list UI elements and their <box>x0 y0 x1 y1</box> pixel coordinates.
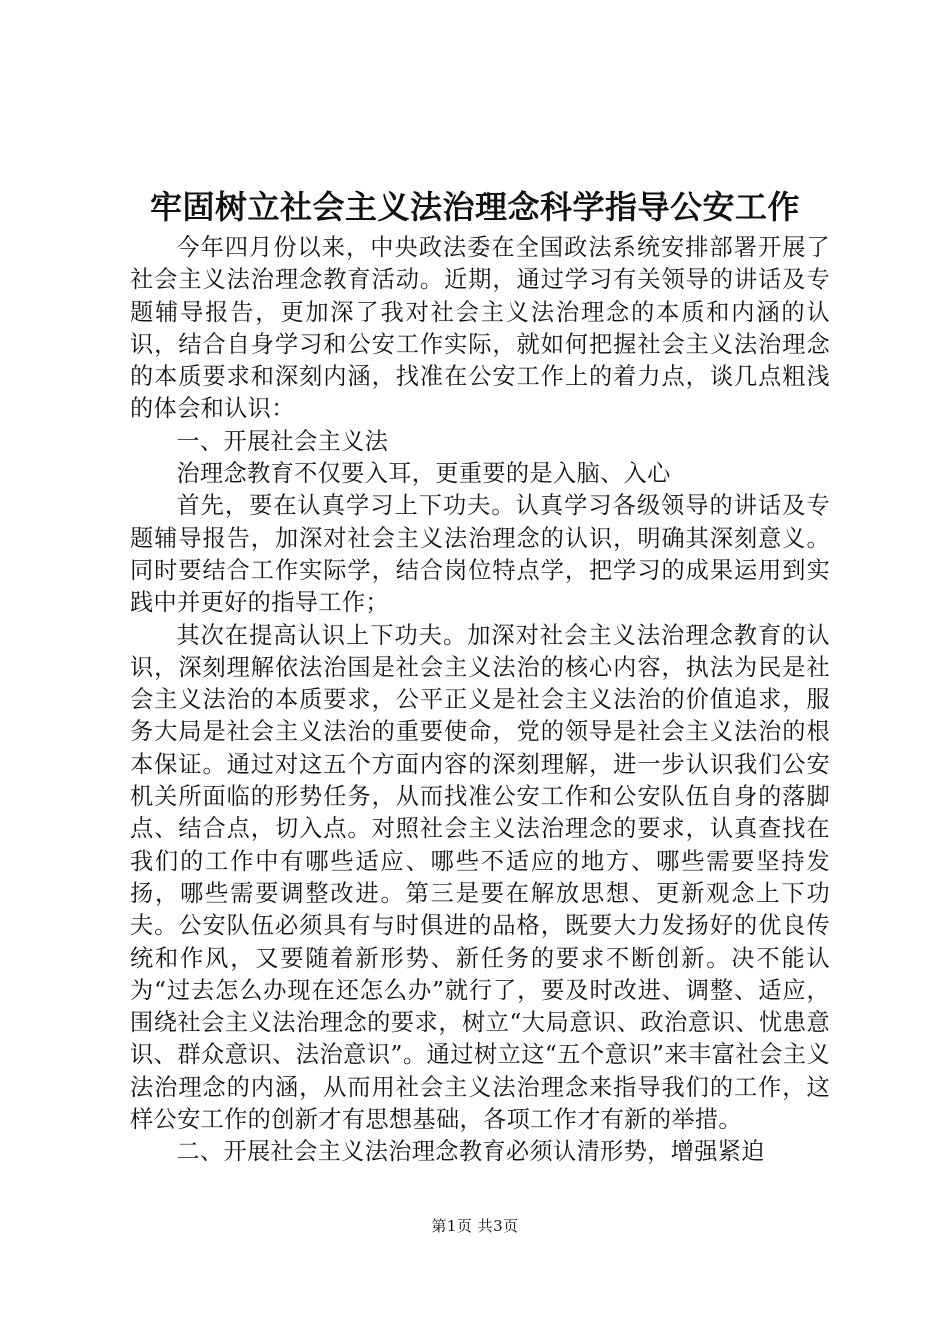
section-heading-2: 二、开展社会主义法治理念教育必须认清形势，增强紧迫 <box>176 1138 765 1166</box>
paragraph-first: 首先，要在认真学习上下功夫。认真学习各级领导的讲话及专题辅导报告，加深对社会主义法治理念的认识，明确其深刻意义。同时要结合工作实际学，结合岗位特点学，把学习的成果运用到实践中并更好的指导工作； <box>130 492 830 617</box>
document-body <box>130 232 830 1169</box>
section-heading-1: 一、开展社会主义法 <box>176 427 389 455</box>
page-footer: 第1页 共3页 <box>431 1217 519 1235</box>
intro-paragraph: 今年四月份以来，中央政法委在全国政法系统安排部署开展了社会主义法治理念教育活动。近期，通过学习有关领导的讲话及专题辅导报告，更加深了我对社会主义法治理念的本质和内涵的认识，结合自身学习和公安工作实际，就如何把握社会主义法治理念的本质要求和深刻内涵，找准在公安工作上的着力点，谈几点粗浅的体会和认识： <box>130 234 830 423</box>
section-heading-1-continued: 治理念教育不仅要入耳，更重要的是入脑、入心 <box>176 460 671 488</box>
paragraph-second: 其次在提高认识上下功夫。加深对社会主义法治理念教育的认识，深刻理解依法治国是社会主义法治的核心内容，执法为民是社会主义法治的本质要求，公平正义是社会主义法治的价值追求，服务大局是社会主义法治的重要使命，党的领导是社会主义法治的根本保证。通过对这五个方面内容的深刻理解，进一步认识我们公安机关所面临的形势任务，从而找准公安工作和公安队伍自身的落脚点、结合点，切入点。对照社会主义法治理念的要求，认真查找在我们的工作中有哪些适应、哪些不适应的地方、哪些需要坚持发扬，哪些需要调整改进。第三是要在解放思想、更新观念上下功夫。公安队伍必须具有与时俱进的品格，既要大力发扬好的优良传统和作风，又要随着新形势、新任务的要求不断创新。决不能认为“过去怎么办现在还怎么办”就行了，要及时改进、调整、适应，围绕社会主义法治理念的要求，树立“大局意识、政治意识、忧患意识、群众意识、法治意识”。通过树立这“五个意识”来丰富社会主义法治理念的内涵，从而用社会主义法治理念来指导我们的工作，这样公安工作的创新才有思想基础，各项工作才有新的举措。 <box>130 621 830 1134</box>
document-title: 牢固树立社会主义法治理念科学指导公安工作 <box>149 188 800 226</box>
